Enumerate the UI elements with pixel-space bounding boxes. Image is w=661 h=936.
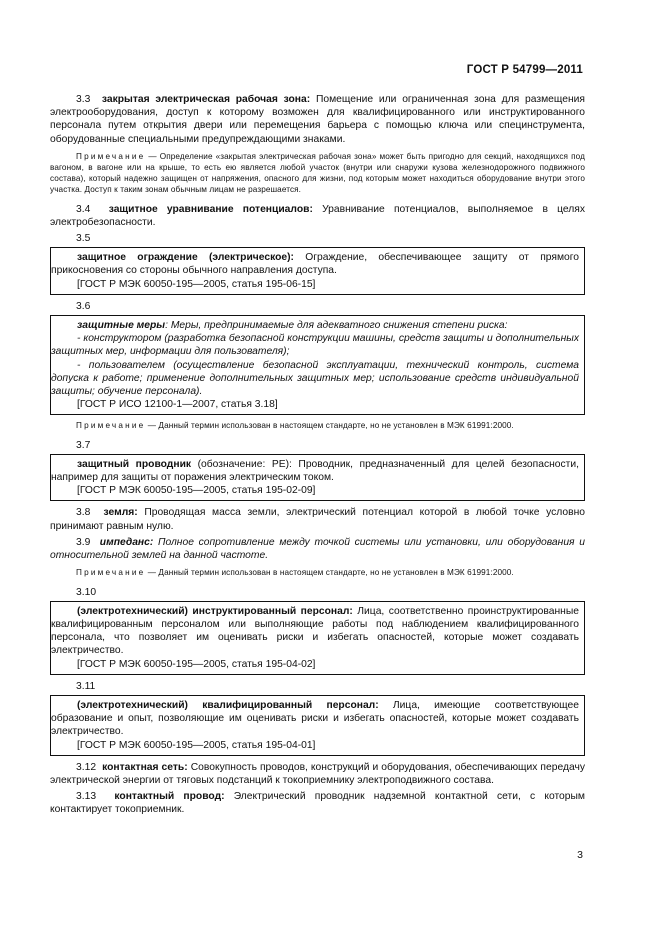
clause-number-3-7: 3.7 [76, 439, 91, 451]
definition: Ограждение, обеспечивающее защиту от прямого прикосновения со стороны обычного направления доступа. [51, 252, 580, 277]
term: защитное уравнивание потенциалов: [108, 203, 313, 215]
note-label: Примечание [76, 421, 146, 431]
note-label: Примечание [76, 568, 146, 578]
clause-3-8 [50, 506, 585, 532]
clause-3-13 [50, 790, 585, 816]
definition: Лица, соответственно проинструктированные квалифицированным персоналом или выполняющие работы под наблюдением квалифицированного персонала, что позволяет им оценивать риски и избегать опасностей, которые может создавать электричество. [51, 605, 579, 657]
boxed-definition [51, 605, 579, 658]
definition: Полное сопротивление между точкой системы или установки, или оборудования и относительной землей на данной частоте. [50, 536, 585, 562]
boxed-term-3-5 [50, 247, 585, 295]
term: закрытая электрическая рабочая зона: [101, 94, 311, 105]
note-3 [50, 567, 585, 578]
clause-number-3-5: 3.5 [76, 233, 91, 245]
clause-number: 3.3 [76, 94, 91, 105]
term: (электротехнический) инструктированный персонал: [77, 605, 353, 617]
definition: Проводящая масса земли, электрический потенциал которой в любой точке условно принимают равным нулю. [50, 507, 585, 532]
note-2 [50, 420, 585, 431]
clause-number-3-6: 3.6 [76, 300, 91, 312]
definition: Совокупность проводов, конструкций и оборудования, обеспечивающих передачу электрической энергии от тяговых подстанций к токоприемнику электроподвижного состава. [50, 761, 585, 786]
clause-number: 3.9 [76, 536, 91, 548]
definition: Помещение или ограниченная зона для размещения электрооборудования, доступ к которому возможен для квалифицированного или инструктированного персонала путем открытия двери или перемещения барьера с помощью ключа или специнструмента, оборудованные специальными предупреждающими знаками. [50, 94, 585, 145]
clause-number-3-10: 3.10 [76, 586, 97, 598]
term: (электротехнический) квалифицированный персонал: [77, 699, 379, 711]
clause-number: 3.13 [76, 791, 97, 803]
clause-3-9 [50, 536, 585, 562]
term: земля: [103, 507, 138, 519]
clause-3-3 [50, 93, 585, 146]
boxed-term-3-10 [50, 601, 585, 675]
term: импеданс: [99, 536, 154, 548]
note-label: Примечание [76, 151, 146, 161]
source-reference: [ГОСТ Р МЭК 60050-195—2005, статья 195-06-15] [77, 278, 316, 290]
term: контактная сеть: [102, 761, 188, 773]
boxed-definition [51, 319, 579, 332]
boxed-definition [51, 699, 579, 739]
clause-3-4 [50, 203, 585, 229]
list-item: - конструктором (разработка безопасной конструкции машины, средств защиты и дополнительных защитных мер, информации для пользователя); [51, 333, 579, 358]
definition: (обозначение: РЕ): Проводник, предназначенный для целей безопасности, например для защиты от поражения электрическим током. [51, 458, 579, 484]
definition: : Меры, предпринимаемые для адекватного снижения степени риска: [165, 320, 508, 332]
boxed-definition [51, 458, 579, 484]
note-text: — Данный термин использован в настоящем стандарте, но не установлен в МЭК 61991:2000. [145, 421, 514, 431]
clause-number-3-11: 3.11 [76, 680, 96, 692]
source-reference: [ГОСТ Р МЭК 60050-195—2005, статья 195-02-09] [77, 485, 316, 497]
boxed-term-3-11 [50, 695, 585, 756]
note-text: — Определение «закрытая электрическая рабочая зона» может быть пригодно для секций, находящихся под вагоном, в вагоне или на крыше, то есть ею является любой участок (внутри или снаружи кузова железнодорожного подвижного состава), который надежно защищен от напряжения, опасного для жизни, под которым может находиться оборудование внутри этого участка. Доступ к таким зонам обычным лицам не разрешается. [50, 151, 585, 195]
boxed-definition [51, 251, 579, 277]
definition: Электрический проводник надземной контактной сети, с которым контактирует токоприемник. [50, 791, 585, 816]
term: контактный провод: [114, 791, 225, 803]
clause-number: 3.4 [76, 203, 91, 215]
source-reference: [ГОСТ Р ИСО 12100-1—2007, статья 3.18] [77, 399, 278, 411]
definition: Лица, имеющие соответствующее образование и опыт, позволяющие им оценивать риски и избегать опасностей, которые может создавать электричество. [51, 699, 579, 738]
clause-number: 3.8 [76, 507, 91, 519]
source-reference: [ГОСТ Р МЭК 60050-195—2005, статья 195-04-01] [77, 739, 316, 751]
term: защитный проводник [77, 458, 192, 470]
boxed-term-3-7 [50, 454, 585, 502]
document-content [50, 93, 585, 820]
note-1 [50, 151, 585, 196]
list-item: - пользователем (осуществление безопасной эксплуатации, технический контроль, система допуска к работе; применение дополнительных защитных мер; использование средств индивидуальной защиты; обучение персонала). [51, 359, 579, 398]
source-reference: [ГОСТ Р МЭК 60050-195—2005, статья 195-04-02] [77, 658, 316, 670]
clause-3-12 [50, 761, 585, 787]
standard-header: ГОСТ Р 54799—2011 [466, 64, 583, 76]
page-number: 3 [577, 849, 583, 861]
boxed-term-3-6 [50, 315, 585, 415]
note-text: — Данный термин использован в настоящем стандарте, но не установлен в МЭК 61991:2000. [145, 568, 514, 578]
clause-number: 3.12 [76, 761, 97, 773]
term: защитное ограждение (электрическое): [77, 252, 294, 264]
term: защитные меры [77, 320, 166, 332]
definition: Уравнивание потенциалов, выполняемое в целях электробезопасности. [50, 203, 585, 228]
